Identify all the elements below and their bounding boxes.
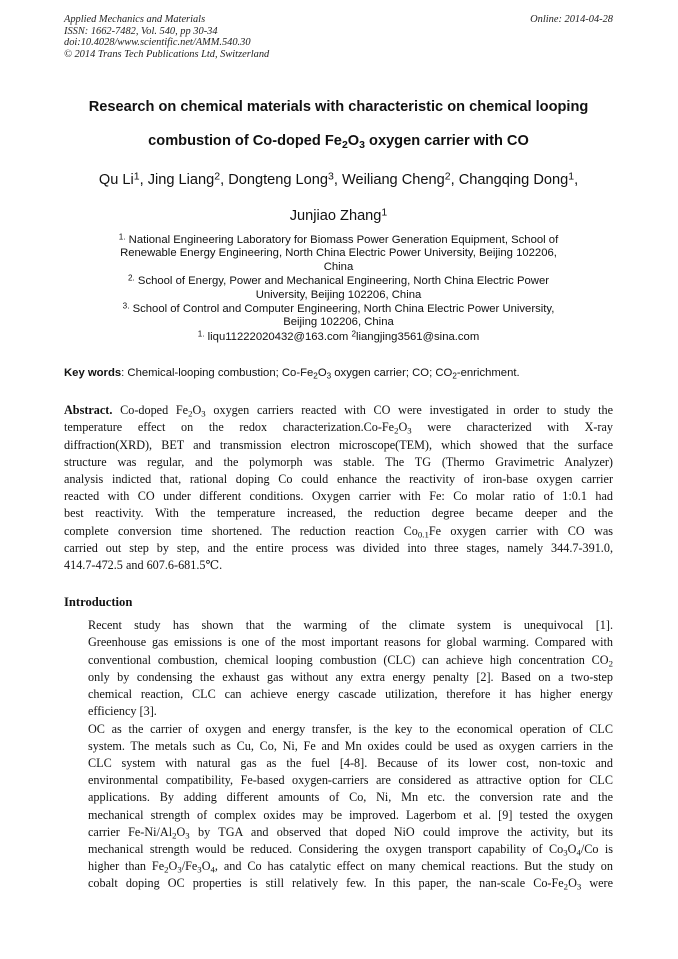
intro-line: CLC system with natural gas as the fuel [4-8]. Because of its lower cost, non-toxic and (88, 755, 613, 770)
journal-info (64, 14, 269, 60)
paper-title (64, 90, 613, 158)
author-name: Changqing Dong (458, 172, 569, 188)
paper-page (64, 14, 613, 893)
introduction-heading: Introduction (64, 595, 133, 610)
intro-line: cobalt doping OC properties is still relatively few. In this paper, the nan-scale $Co-Fe_2O_3$ were (88, 876, 613, 892)
abstract-line: Abstract. Co-doped $Fe_2O_3$ oxygen carriers reacted with CO were investigated in order to study the (64, 403, 613, 419)
intro-line: environmental compatibility, Fe-based oxygen-carriers are considered as attractive option for CLC (88, 773, 613, 788)
abstract-line: diffraction(XRD), BET and transmission electron microscope(TEM), which showed that the surface (64, 437, 613, 452)
abstract-line: 414.7-472.5 and 607.6-681.5℃. (64, 558, 223, 573)
author-name: Dongteng Long (228, 172, 329, 188)
intro-paragraph (64, 721, 613, 893)
author-name: Junjiao Zhang (289, 208, 382, 224)
journal-header (64, 14, 613, 66)
author-line-2: Junjiao Zhang$^1$ (289, 206, 388, 224)
copyright-line: © 2014 Trans Tech Publications Ltd, Switzerland (64, 48, 270, 60)
abstract-line: temperature effect on the redox $characterization.Co-Fe_2O_3$ were characterized with X-ray (64, 420, 613, 436)
abstract-label: Abstract. (64, 403, 113, 418)
title-line-1: Research on chemical materials with characteristic on chemical looping (88, 99, 589, 115)
issn-line: ISSN: 1662-7482, Vol. 540, pp 30-34 (64, 25, 218, 37)
intro-line: mechanical strength of complex oxides may be improved. Lagerbom et al. [9] tested the oxygen (88, 807, 613, 822)
affiliation-3: $^{3.}$ School of Control and Computer Engineering, North China Electric Power University, Beijing 102206, China (122, 301, 555, 329)
intro-line: carrier $Fe-Ni/Al_2O_3$ by TGA and observed that doped NiO could improve the activity, but its (88, 824, 613, 841)
intro-line: system. The metals such as Cu, Co, Ni, Fe and Mn oxides could be used as oxygen carriers in the (88, 738, 613, 753)
abstract-line: analysis indicted that, rational doping Co could enhance the reactivity of iron-base oxygen carrier (64, 472, 613, 487)
affiliation-2: $^{2.}$ School of Energy, Power and Mechanical Engineering, North China Electric Power University, Beijing 102206, China (127, 273, 549, 301)
doi-line: doi:10.4028/www.scientific.net/AMM.540.30 (64, 37, 251, 48)
keywords-label: Key words (64, 367, 122, 380)
intro-line: mechanical strength would be reduced. Considering the oxygen transport capability of $Co_3O_4/Co$ is (88, 841, 614, 858)
abstract-line: carried out step by step, and the entire process was divided into three stages, namely 344.7-391.0, (64, 540, 613, 555)
intro-line: higher than $Fe_2O_3/Fe_3O_4$, and Co has catalytic effect on many chemical reactions. But the study on (88, 859, 613, 875)
title-line-2: combustion of Co-doped $Fe_2O_3$ oxygen carrier with CO (148, 133, 529, 151)
introduction-section (64, 594, 613, 892)
email-2[interactable]: liangjing3561@sina.com (355, 330, 480, 343)
abstract (64, 402, 613, 574)
intro-line: chemical reaction, CLC can achieve energy cascade utilization, therefore it has higher energy (88, 687, 613, 702)
abstract-line: structure was regular, and the polymorph was stable. The TG (Thermo Gravimetric Analyzer) (64, 454, 613, 469)
intro-line: applications. By adding different amounts of Co, Ni, Mn etc. the conversion rate and the (88, 790, 613, 805)
affiliations (64, 234, 613, 344)
abstract-line: best reactivity. With the temperature increased, the reduction degree became deeper and the (64, 506, 613, 521)
intro-line: efficiency [3]. (88, 704, 157, 719)
author-list (64, 162, 613, 234)
abstract-line: complete conversion time shortened. The reduction reaction $Co_{0.1}Fe$ oxygen carrier with CO was (64, 523, 613, 540)
online-date: Online: 2014-04-28 (530, 14, 613, 25)
intro-line: conventional combustion, chemical looping combustion (CLC) can achieve high concentration $CO_2$ (88, 652, 613, 669)
intro-line: OC as the carrier of oxygen and energy transfer, is the key to the economical operation of CLC (88, 721, 613, 736)
intro-line: Greenhouse gas emissions is one of the most important reasons for global warming. Compared with (88, 635, 613, 650)
author-name: Weiliang Cheng (341, 172, 445, 188)
journal-name: Applied Mechanics and Materials (64, 14, 206, 25)
keywords: Key words: Chemical-looping combustion; $Co-Fe_2O_3$ oxygen carrier; CO; $CO_2$-enrichment. (64, 367, 520, 381)
affiliation-1: $^{1.}$ National Engineering Laboratory for Biomass Power Generation Equipment, School of Renewable Energy Engineering, North China Electric Power University, Beijing 102206, China (118, 232, 559, 273)
author-name: Jing Liang (147, 172, 215, 188)
abstract-line: reacted with CO under different conditions. Oxygen carrier with Fe: Co molar ratio of 1:0.1 had (64, 489, 613, 504)
author-name: Qu Li (98, 172, 134, 188)
author-line-1: Qu Li$^1$, Jing Liang$^2$, Dongteng Long$^3$, Weiliang Cheng$^2$, Changqing Dong$^1$, (98, 170, 579, 188)
intro-line: only by condensing the exhaust gas without any extra energy penalty [2]. Based on a two-step (88, 669, 613, 684)
email-1[interactable]: liqu11222020432@163.com (204, 330, 352, 343)
intro-paragraph (64, 617, 613, 720)
intro-line: Recent study has shown that the warming of the climate system is unequivocal [1]. (88, 618, 613, 633)
email-line: $^{1.}$ liqu11222020432@163.com $^2$liangjing3561@sina.com (197, 329, 480, 343)
